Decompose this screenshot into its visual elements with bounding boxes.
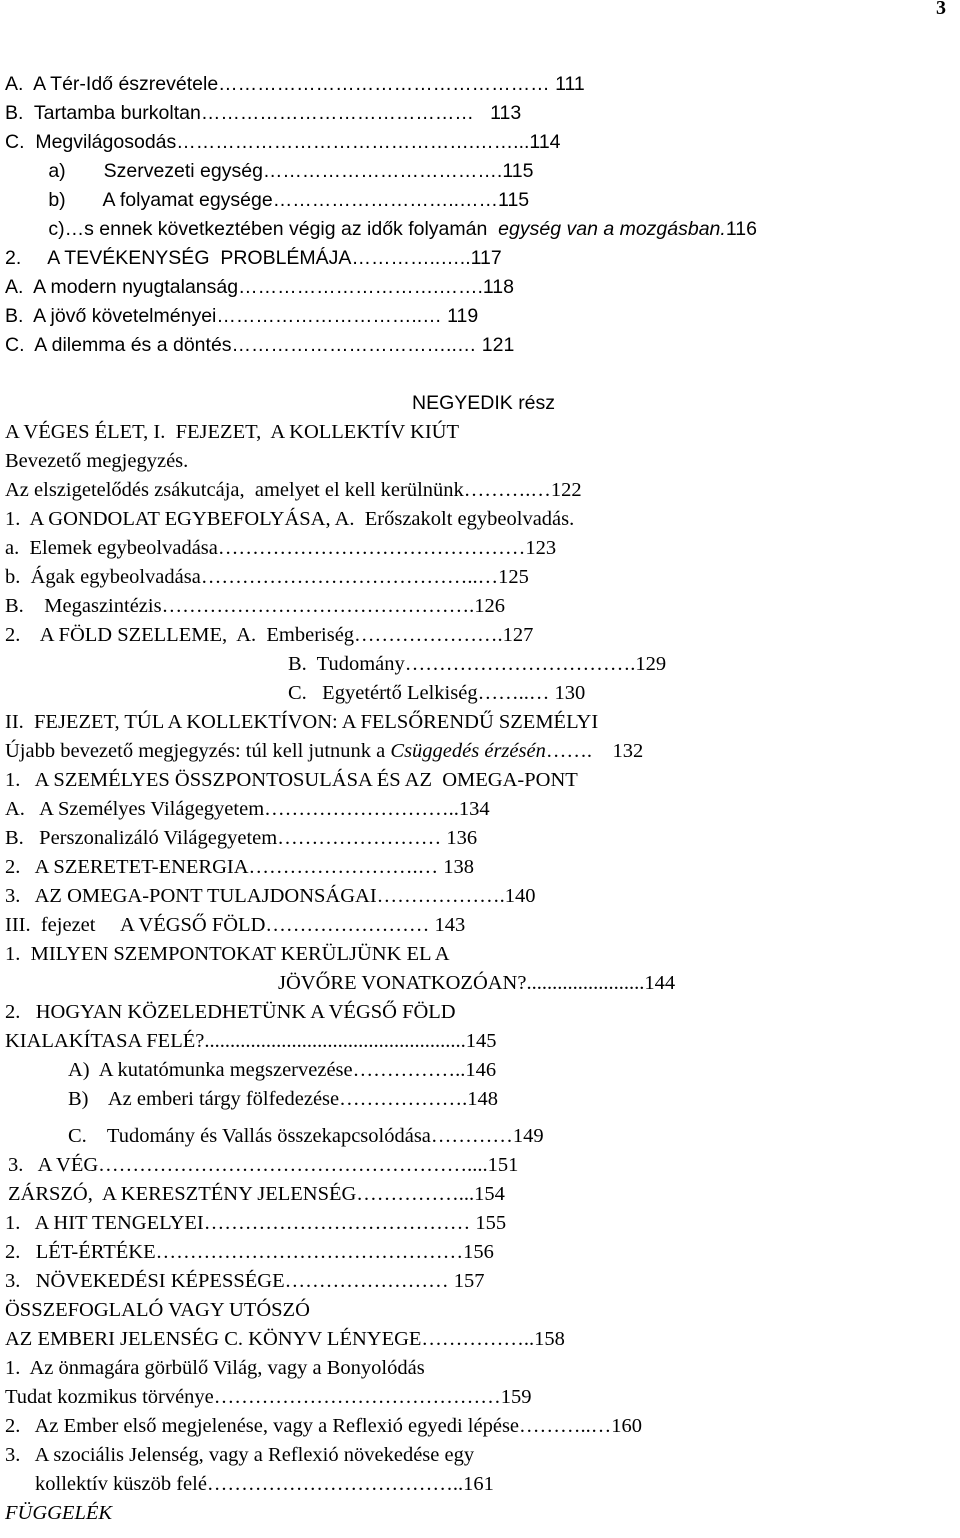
- toc-entry: FÜGGELÉK: [5, 1502, 113, 1524]
- toc-entry: 3. A szociális Jelenség, vagy a Reflexió növekedése egy: [5, 1444, 475, 1466]
- toc-entry: 1. A HIT TENGELYEI………………………………… 155: [5, 1212, 507, 1234]
- toc-entry: C. Egyetértő Lelkiség……..… 130: [288, 682, 586, 704]
- toc-entry: II. FEJEZET, TÚL A KOLLEKTÍVON: A FELSŐRENDŰ SZEMÉLYI: [5, 711, 599, 733]
- toc-entry: 1. Az önmagára görbülő Világ, vagy a Bonyolódás: [5, 1357, 425, 1379]
- toc-entry: a) Szervezeti egység……………………………….115: [5, 160, 534, 182]
- toc-entry: B. Megaszintézis……………………………………….126: [5, 595, 505, 617]
- toc-entry: c)…s ennek következtében végig az idők folyamán egység van a mozgásban.116: [5, 218, 757, 240]
- toc-entry: 2. HOGYAN KÖZELEDHETÜNK A VÉGSŐ FÖLD: [5, 1001, 456, 1023]
- toc-entry: A. A Személyes Világegyetem………………………..134: [5, 798, 490, 820]
- toc-entry: A. A modern nyugtalanság………………………….…….118: [5, 276, 514, 298]
- toc-entry: 1. A GONDOLAT EGYBEFOLYÁSA, A. Erőszakolt egybeolvadás.: [5, 508, 575, 530]
- toc-entry: 2. LÉT-ÉRTÉKE………………………………………156: [5, 1241, 494, 1263]
- toc-entry: 3. AZ OMEGA-PONT TULAJDONSÁGAI……………….140: [5, 885, 536, 907]
- toc-entry: C. Tudomány és Vallás összekapcsolódása…………149: [68, 1125, 544, 1147]
- toc-entry: 2. Az Ember első megjelenése, vagy a Reflexió egyedi lépése………..…160: [5, 1415, 643, 1437]
- toc-entry: C. A dilemma és a döntés……………………………..… 121: [5, 334, 515, 356]
- toc-entry: A) A kutatómunka megszervezése……………..146: [68, 1059, 497, 1081]
- toc-entry: III. fejezet A VÉGSŐ FÖLD…………………… 143: [5, 914, 466, 936]
- toc-entry: A. A Tér-Idő észrevétele…………………………………………… 111: [5, 73, 585, 95]
- toc-entry: 3. NÖVEKEDÉSI KÉPESSÉGE…………………… 157: [5, 1270, 485, 1292]
- toc-entry: JÖVŐRE VONATKOZÓAN?.......................144: [278, 972, 676, 994]
- page-number: 3: [936, 0, 946, 19]
- toc-entry: C. Megvilágosodás……………………………………….……...114: [5, 131, 561, 153]
- toc-entry: kollektív küszöb felé………………………………..161: [35, 1473, 494, 1495]
- toc-entry: 3. A VÉG………………………………………………....151: [8, 1154, 519, 1176]
- toc-entry: 1. MILYEN SZEMPONTOKAT KERÜLJÜNK EL A: [5, 943, 450, 965]
- toc-entry: 2. A SZERETET-ENERGIA…………………….… 138: [5, 856, 475, 878]
- toc-entry: 2. A TEVÉKENYSÉG PROBLÉMÁJA…………..…..117: [5, 247, 502, 269]
- toc-entry: B. Tartamba burkoltan…………………………………… 113: [5, 102, 522, 124]
- toc-entry: 2. A FÖLD SZELLEME, A. Emberiség………………….127: [5, 624, 534, 646]
- toc-entry: KIALAKÍTASA FELÉ?...................................................145: [5, 1030, 497, 1052]
- toc-entry: Bevezető megjegyzés.: [5, 450, 189, 472]
- toc-entry: B. Tudomány…………………………….129: [288, 653, 667, 675]
- toc-entry: AZ EMBERI JELENSÉG C. KÖNYV LÉNYEGE……………..158: [5, 1328, 565, 1350]
- toc-entry: 1. A SZEMÉLYES ÖSSZPONTOSULÁSA ÉS AZ OMEGA-PONT: [5, 769, 578, 791]
- toc-entry: Az elszigetelődés zsákutcája, amelyet el kell kerülnünk……….…122: [5, 479, 582, 501]
- toc-entry: B. A jövő követelményei…………………………..… 119: [5, 305, 479, 327]
- toc-entry: a. Elemek egybeolvadása………………………………………123: [5, 537, 557, 559]
- toc-entry: NEGYEDIK rész: [412, 392, 556, 414]
- toc-entry: A VÉGES ÉLET, I. FEJEZET, A KOLLEKTÍV KIÚT: [5, 421, 459, 443]
- toc-entry: b) A folyamat egysége………………………..……115: [5, 189, 530, 211]
- toc-entry: B) Az emberi tárgy fölfedezése……………….148: [68, 1088, 499, 1110]
- toc-entry: Újabb bevezető megjegyzés: túl kell jutnunk a Csüggedés érzésén……. 132: [5, 740, 644, 762]
- toc-entry: ZÁRSZÓ, A KERESZTÉNY JELENSÉG……………...154: [8, 1183, 505, 1205]
- toc-entry: ÖSSZEFOGLALÓ VAGY UTÓSZÓ: [5, 1299, 310, 1321]
- toc-entry: Tudat kozmikus törvénye……………………………………159: [5, 1386, 532, 1408]
- toc-entry: B. Perszonalizáló Világegyetem…………………… 136: [5, 827, 478, 849]
- toc-entry: b. Ágak egybeolvadása…………………………………..…125: [5, 566, 529, 588]
